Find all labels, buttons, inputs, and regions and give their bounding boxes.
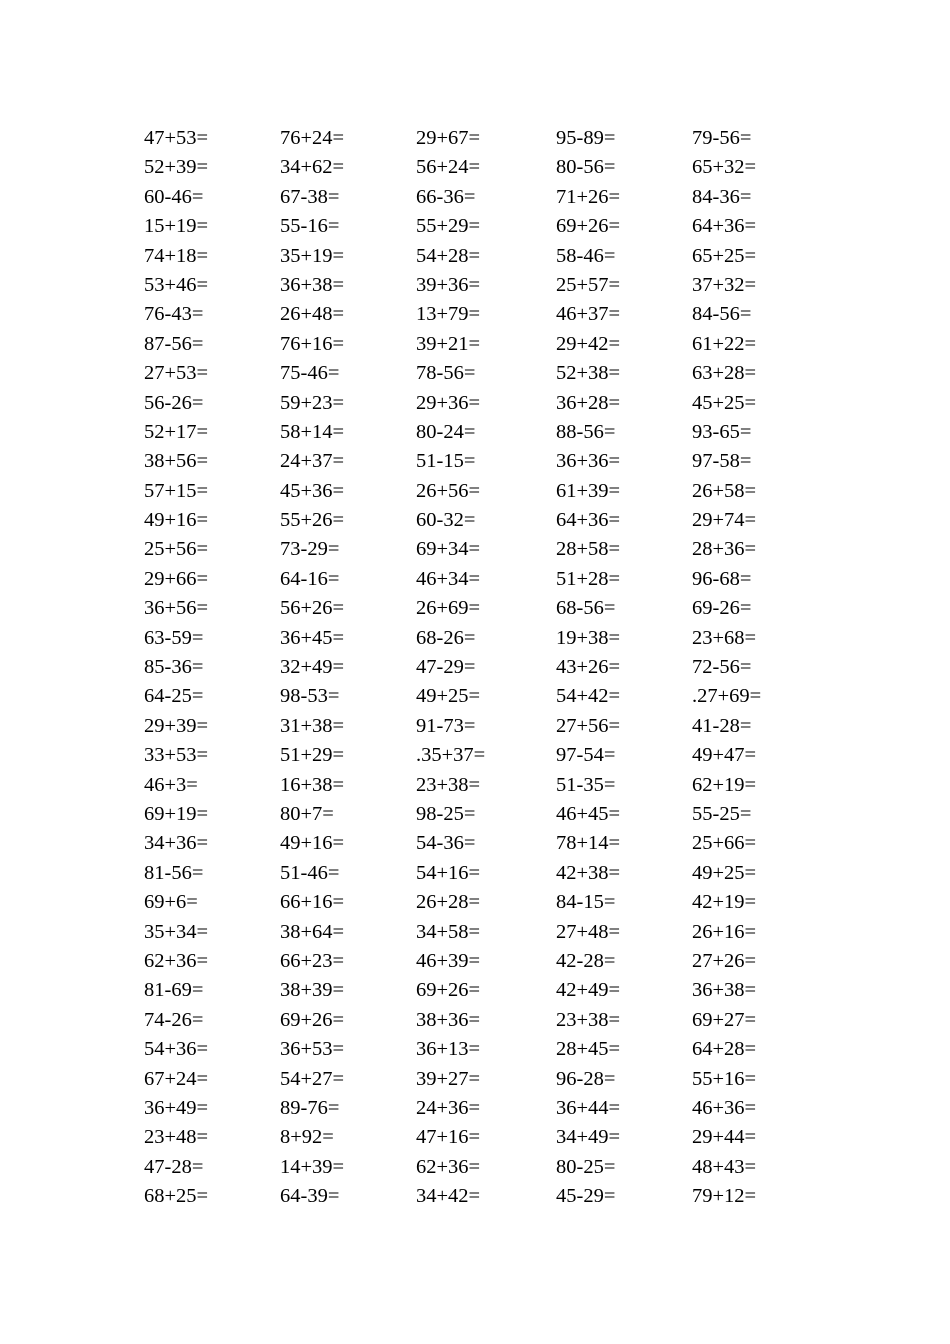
arithmetic-problem: 69+26= bbox=[280, 1008, 345, 1031]
arithmetic-problem: 45+25= bbox=[692, 391, 757, 414]
arithmetic-problem: 69+19= bbox=[144, 802, 209, 825]
arithmetic-problem: 25+66= bbox=[692, 832, 757, 855]
arithmetic-problem: 35+19= bbox=[280, 244, 345, 267]
problem-row bbox=[144, 535, 844, 564]
arithmetic-problem: 29+36= bbox=[416, 391, 481, 414]
arithmetic-problem: 56-26= bbox=[144, 391, 204, 414]
arithmetic-problem: 36+13= bbox=[416, 1038, 481, 1061]
arithmetic-problem: 34+58= bbox=[416, 920, 481, 943]
arithmetic-problem: 80+7= bbox=[280, 802, 334, 825]
arithmetic-problem: 49+25= bbox=[416, 685, 481, 708]
problem-row bbox=[144, 300, 844, 329]
arithmetic-problem: 51+28= bbox=[556, 567, 621, 590]
arithmetic-problem: 38+56= bbox=[144, 450, 209, 473]
arithmetic-problem: 54+27= bbox=[280, 1067, 345, 1090]
arithmetic-problem: 47-29= bbox=[416, 656, 476, 679]
arithmetic-problem: 23+68= bbox=[692, 626, 757, 649]
arithmetic-problem: 33+53= bbox=[144, 744, 209, 767]
arithmetic-problem: 24+36= bbox=[416, 1096, 481, 1119]
arithmetic-problem: 60-32= bbox=[416, 509, 476, 532]
arithmetic-problem: 28+58= bbox=[556, 538, 621, 561]
arithmetic-problem: 46+37= bbox=[556, 303, 621, 326]
arithmetic-problem: 71+26= bbox=[556, 185, 621, 208]
arithmetic-problem: 97-58= bbox=[692, 450, 752, 473]
arithmetic-problem: 48+43= bbox=[692, 1155, 757, 1178]
problem-row bbox=[144, 330, 844, 359]
arithmetic-problem: 63+28= bbox=[692, 362, 757, 385]
arithmetic-problem: 31+38= bbox=[280, 714, 345, 737]
arithmetic-problem: 56+24= bbox=[416, 156, 481, 179]
arithmetic-problem: 46+39= bbox=[416, 949, 481, 972]
arithmetic-problem: 41-28= bbox=[692, 714, 752, 737]
arithmetic-problem: 46+34= bbox=[416, 567, 481, 590]
arithmetic-problem: 47+16= bbox=[416, 1126, 481, 1149]
arithmetic-problem: 39+27= bbox=[416, 1067, 481, 1090]
arithmetic-problem: 25+56= bbox=[144, 538, 209, 561]
arithmetic-problem: 35+34= bbox=[144, 920, 209, 943]
problem-row bbox=[144, 565, 844, 594]
arithmetic-problem: 61+22= bbox=[692, 332, 757, 355]
arithmetic-problem: 84-15= bbox=[556, 891, 616, 914]
arithmetic-problem: 27+53= bbox=[144, 362, 209, 385]
problem-row bbox=[144, 624, 844, 653]
arithmetic-problem: 26+28= bbox=[416, 891, 481, 914]
arithmetic-problem: 54+28= bbox=[416, 244, 481, 267]
arithmetic-problem: 51-35= bbox=[556, 773, 616, 796]
problem-row bbox=[144, 653, 844, 682]
arithmetic-problem: 42+49= bbox=[556, 979, 621, 1002]
arithmetic-problem-grid bbox=[144, 124, 844, 1211]
arithmetic-problem: 87-56= bbox=[144, 332, 204, 355]
arithmetic-problem: 79-56= bbox=[692, 127, 752, 149]
arithmetic-problem: 46+36= bbox=[692, 1096, 757, 1119]
arithmetic-problem: 42-28= bbox=[556, 949, 616, 972]
arithmetic-problem: 49+47= bbox=[692, 744, 757, 767]
arithmetic-problem: 34+42= bbox=[416, 1185, 481, 1208]
arithmetic-problem: 81-69= bbox=[144, 979, 204, 1002]
arithmetic-problem: 85-36= bbox=[144, 656, 204, 679]
arithmetic-problem: 62+19= bbox=[692, 773, 757, 796]
arithmetic-problem: .35+37= bbox=[416, 744, 486, 767]
arithmetic-problem: 27+26= bbox=[692, 949, 757, 972]
arithmetic-problem: 19+38= bbox=[556, 626, 621, 649]
arithmetic-problem: 58+14= bbox=[280, 420, 345, 443]
arithmetic-problem: 98-25= bbox=[416, 802, 476, 825]
arithmetic-problem: 47+53= bbox=[144, 127, 209, 149]
arithmetic-problem: 64+36= bbox=[692, 215, 757, 238]
arithmetic-problem: 69+34= bbox=[416, 538, 481, 561]
arithmetic-problem: 51-46= bbox=[280, 861, 340, 884]
arithmetic-problem: 36+45= bbox=[280, 626, 345, 649]
arithmetic-problem: 98-53= bbox=[280, 685, 340, 708]
arithmetic-problem: 47-28= bbox=[144, 1155, 204, 1178]
arithmetic-problem: 55+16= bbox=[692, 1067, 757, 1090]
arithmetic-problem: 59+23= bbox=[280, 391, 345, 414]
problem-row bbox=[144, 418, 844, 447]
arithmetic-problem: 36+56= bbox=[144, 597, 209, 620]
arithmetic-problem: 24+37= bbox=[280, 450, 345, 473]
problem-row bbox=[144, 947, 844, 976]
problem-row bbox=[144, 859, 844, 888]
arithmetic-problem: 64+28= bbox=[692, 1038, 757, 1061]
arithmetic-problem: 29+39= bbox=[144, 714, 209, 737]
arithmetic-problem: 53+46= bbox=[144, 273, 209, 296]
problem-row bbox=[144, 124, 844, 153]
problem-row bbox=[144, 506, 844, 535]
arithmetic-problem: 8+92= bbox=[280, 1126, 334, 1149]
arithmetic-problem: 16+38= bbox=[280, 773, 345, 796]
problem-row bbox=[144, 271, 844, 300]
arithmetic-problem: 66+16= bbox=[280, 891, 345, 914]
arithmetic-problem: 66-36= bbox=[416, 185, 476, 208]
problem-row bbox=[144, 1094, 844, 1123]
arithmetic-problem: 68-26= bbox=[416, 626, 476, 649]
arithmetic-problem: 96-28= bbox=[556, 1067, 616, 1090]
arithmetic-problem: 67-38= bbox=[280, 185, 340, 208]
arithmetic-problem: 36+53= bbox=[280, 1038, 345, 1061]
arithmetic-problem: 14+39= bbox=[280, 1155, 345, 1178]
arithmetic-problem: 51-15= bbox=[416, 450, 476, 473]
arithmetic-problem: 55+29= bbox=[416, 215, 481, 238]
arithmetic-problem: .27+69= bbox=[692, 685, 762, 708]
arithmetic-problem: 36+38= bbox=[692, 979, 757, 1002]
arithmetic-problem: 65+25= bbox=[692, 244, 757, 267]
arithmetic-problem: 45+36= bbox=[280, 479, 345, 502]
arithmetic-problem: 80-25= bbox=[556, 1155, 616, 1178]
problem-row bbox=[144, 1153, 844, 1182]
problem-row bbox=[144, 682, 844, 711]
arithmetic-problem: 28+36= bbox=[692, 538, 757, 561]
arithmetic-problem: 80-24= bbox=[416, 420, 476, 443]
arithmetic-problem: 37+32= bbox=[692, 273, 757, 296]
arithmetic-problem: 62+36= bbox=[144, 949, 209, 972]
arithmetic-problem: 38+39= bbox=[280, 979, 345, 1002]
arithmetic-problem: 54-36= bbox=[416, 832, 476, 855]
arithmetic-problem: 38+64= bbox=[280, 920, 345, 943]
arithmetic-problem: 62+36= bbox=[416, 1155, 481, 1178]
arithmetic-problem: 96-68= bbox=[692, 567, 752, 590]
arithmetic-problem: 52+39= bbox=[144, 156, 209, 179]
arithmetic-problem: 26+16= bbox=[692, 920, 757, 943]
arithmetic-problem: 26+58= bbox=[692, 479, 757, 502]
arithmetic-problem: 26+48= bbox=[280, 303, 345, 326]
arithmetic-problem: 45-29= bbox=[556, 1185, 616, 1208]
arithmetic-problem: 80-56= bbox=[556, 156, 616, 179]
problem-row bbox=[144, 359, 844, 388]
arithmetic-problem: 49+16= bbox=[280, 832, 345, 855]
arithmetic-problem: 34+62= bbox=[280, 156, 345, 179]
arithmetic-problem: 69+6= bbox=[144, 891, 198, 914]
arithmetic-problem: 81-56= bbox=[144, 861, 204, 884]
arithmetic-problem: 34+49= bbox=[556, 1126, 621, 1149]
problem-row bbox=[144, 477, 844, 506]
arithmetic-problem: 56+26= bbox=[280, 597, 345, 620]
problem-row bbox=[144, 829, 844, 858]
arithmetic-problem: 72-56= bbox=[692, 656, 752, 679]
arithmetic-problem: 58-46= bbox=[556, 244, 616, 267]
arithmetic-problem: 15+19= bbox=[144, 215, 209, 238]
problem-row bbox=[144, 1006, 844, 1035]
problem-row bbox=[144, 1035, 844, 1064]
problem-row bbox=[144, 1065, 844, 1094]
arithmetic-problem: 60-46= bbox=[144, 185, 204, 208]
arithmetic-problem: 89-76= bbox=[280, 1096, 340, 1119]
arithmetic-problem: 54+16= bbox=[416, 861, 481, 884]
arithmetic-problem: 49+25= bbox=[692, 861, 757, 884]
arithmetic-problem: 64-25= bbox=[144, 685, 204, 708]
arithmetic-problem: 55-16= bbox=[280, 215, 340, 238]
arithmetic-problem: 25+57= bbox=[556, 273, 621, 296]
arithmetic-problem: 64+36= bbox=[556, 509, 621, 532]
arithmetic-problem: 84-36= bbox=[692, 185, 752, 208]
arithmetic-problem: 55+26= bbox=[280, 509, 345, 532]
problem-row bbox=[144, 594, 844, 623]
arithmetic-problem: 69+26= bbox=[416, 979, 481, 1002]
arithmetic-problem: 38+36= bbox=[416, 1008, 481, 1031]
arithmetic-problem: 29+42= bbox=[556, 332, 621, 355]
arithmetic-problem: 39+21= bbox=[416, 332, 481, 355]
arithmetic-problem: 43+26= bbox=[556, 656, 621, 679]
arithmetic-problem: 66+23= bbox=[280, 949, 345, 972]
arithmetic-problem: 42+19= bbox=[692, 891, 757, 914]
arithmetic-problem: 73-29= bbox=[280, 538, 340, 561]
arithmetic-problem: 26+56= bbox=[416, 479, 481, 502]
arithmetic-problem: 39+36= bbox=[416, 273, 481, 296]
arithmetic-problem: 36+28= bbox=[556, 391, 621, 414]
arithmetic-problem: 93-65= bbox=[692, 420, 752, 443]
problem-row bbox=[144, 1182, 844, 1211]
arithmetic-problem: 74+18= bbox=[144, 244, 209, 267]
problem-row bbox=[144, 389, 844, 418]
arithmetic-problem: 65+32= bbox=[692, 156, 757, 179]
arithmetic-problem: 23+38= bbox=[416, 773, 481, 796]
arithmetic-problem: 69+27= bbox=[692, 1008, 757, 1031]
arithmetic-problem: 54+42= bbox=[556, 685, 621, 708]
problem-row bbox=[144, 918, 844, 947]
arithmetic-problem: 23+38= bbox=[556, 1008, 621, 1031]
arithmetic-problem: 64-16= bbox=[280, 567, 340, 590]
arithmetic-problem: 27+48= bbox=[556, 920, 621, 943]
arithmetic-problem: 97-54= bbox=[556, 744, 616, 767]
arithmetic-problem: 29+74= bbox=[692, 509, 757, 532]
arithmetic-problem: 36+44= bbox=[556, 1096, 621, 1119]
arithmetic-problem: 28+45= bbox=[556, 1038, 621, 1061]
arithmetic-problem: 36+36= bbox=[556, 450, 621, 473]
arithmetic-problem: 27+56= bbox=[556, 714, 621, 737]
arithmetic-problem: 26+69= bbox=[416, 597, 481, 620]
arithmetic-problem: 67+24= bbox=[144, 1067, 209, 1090]
problem-row bbox=[144, 212, 844, 241]
problem-row bbox=[144, 976, 844, 1005]
arithmetic-problem: 68+25= bbox=[144, 1185, 209, 1208]
arithmetic-problem: 74-26= bbox=[144, 1008, 204, 1031]
arithmetic-problem: 79+12= bbox=[692, 1185, 757, 1208]
arithmetic-problem: 63-59= bbox=[144, 626, 204, 649]
arithmetic-problem: 34+36= bbox=[144, 832, 209, 855]
arithmetic-problem: 84-56= bbox=[692, 303, 752, 326]
problem-row bbox=[144, 242, 844, 271]
problem-row bbox=[144, 888, 844, 917]
arithmetic-problem: 76-43= bbox=[144, 303, 204, 326]
arithmetic-problem: 29+66= bbox=[144, 567, 209, 590]
arithmetic-problem: 69+26= bbox=[556, 215, 621, 238]
arithmetic-problem: 95-89= bbox=[556, 127, 616, 149]
arithmetic-problem: 29+44= bbox=[692, 1126, 757, 1149]
arithmetic-problem: 32+49= bbox=[280, 656, 345, 679]
problem-row bbox=[144, 1123, 844, 1152]
arithmetic-problem: 68-56= bbox=[556, 597, 616, 620]
arithmetic-problem: 52+17= bbox=[144, 420, 209, 443]
arithmetic-problem: 49+16= bbox=[144, 509, 209, 532]
arithmetic-problem: 76+16= bbox=[280, 332, 345, 355]
arithmetic-problem: 88-56= bbox=[556, 420, 616, 443]
arithmetic-problem: 13+79= bbox=[416, 303, 481, 326]
problem-row bbox=[144, 447, 844, 476]
arithmetic-problem: 57+15= bbox=[144, 479, 209, 502]
arithmetic-problem: 54+36= bbox=[144, 1038, 209, 1061]
arithmetic-problem: 55-25= bbox=[692, 802, 752, 825]
arithmetic-problem: 46+3= bbox=[144, 773, 198, 796]
problem-row bbox=[144, 712, 844, 741]
arithmetic-problem: 29+67= bbox=[416, 127, 481, 149]
arithmetic-problem: 51+29= bbox=[280, 744, 345, 767]
arithmetic-problem: 75-46= bbox=[280, 362, 340, 385]
arithmetic-problem: 78-56= bbox=[416, 362, 476, 385]
arithmetic-problem: 36+49= bbox=[144, 1096, 209, 1119]
arithmetic-problem: 23+48= bbox=[144, 1126, 209, 1149]
arithmetic-problem: 52+38= bbox=[556, 362, 621, 385]
arithmetic-problem: 64-39= bbox=[280, 1185, 340, 1208]
problem-row bbox=[144, 741, 844, 770]
arithmetic-problem: 42+38= bbox=[556, 861, 621, 884]
problem-row bbox=[144, 183, 844, 212]
problem-row bbox=[144, 771, 844, 800]
arithmetic-problem: 46+45= bbox=[556, 802, 621, 825]
arithmetic-problem: 78+14= bbox=[556, 832, 621, 855]
problem-row bbox=[144, 800, 844, 829]
arithmetic-problem: 91-73= bbox=[416, 714, 476, 737]
problem-row bbox=[144, 153, 844, 182]
arithmetic-problem: 76+24= bbox=[280, 127, 345, 149]
arithmetic-problem: 61+39= bbox=[556, 479, 621, 502]
arithmetic-problem: 36+38= bbox=[280, 273, 345, 296]
arithmetic-problem: 69-26= bbox=[692, 597, 752, 620]
